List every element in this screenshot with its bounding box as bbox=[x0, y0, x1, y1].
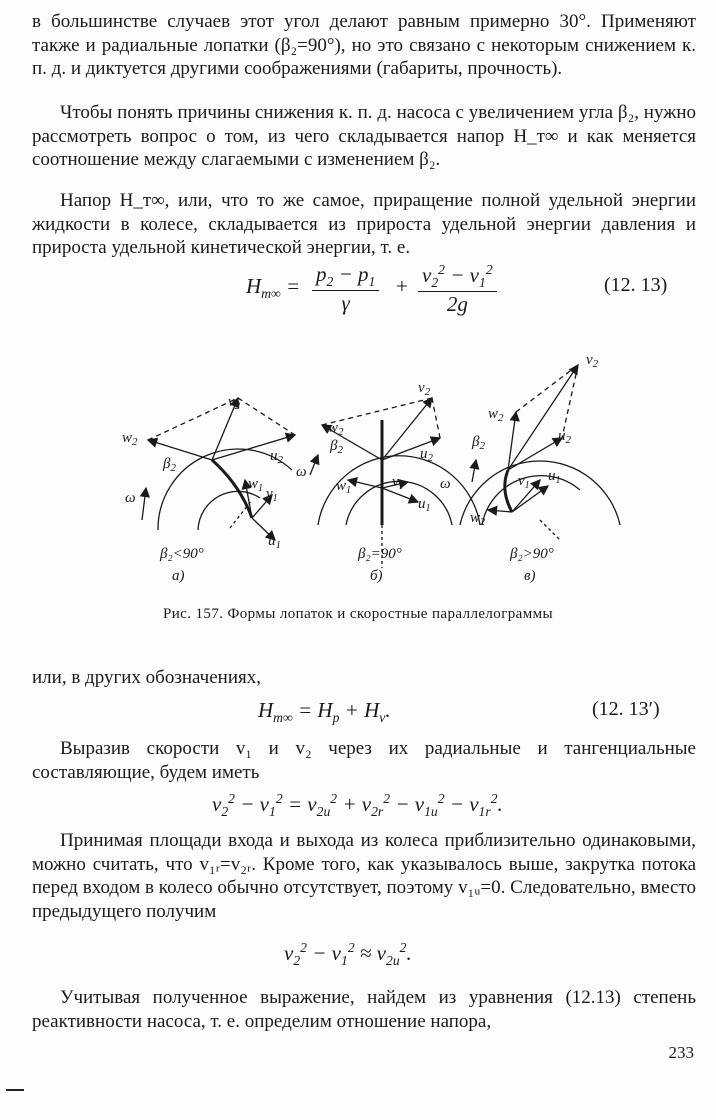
svg-text:v2: $v_2$ bbox=[418, 380, 431, 398]
svg-text:w2: $w_2$ bbox=[122, 430, 138, 448]
svg-text:β2: $\beta_2$ bbox=[163, 456, 176, 474]
svg-text:u1: $u_1$ bbox=[548, 468, 561, 486]
panel-a-condition: β₂<90° bbox=[160, 546, 204, 562]
fraction-pressure: $\frac{p_2 - p_1}{\gamma}$ bbox=[312, 262, 379, 316]
svg-text:β2: $\beta_2$ bbox=[472, 434, 485, 452]
paragraph-5: Выразив скорости v₁ и v₂ через их радиальные и тангенциальные составляющие, будем иметь bbox=[32, 738, 696, 783]
panel-c-diagram bbox=[460, 365, 620, 540]
svg-text:v1: $v_1$ bbox=[392, 474, 404, 492]
svg-text:w1: $w_1$ bbox=[336, 478, 352, 496]
svg-text:u2: $u_2$ bbox=[558, 428, 571, 446]
svg-text:β2: $\beta_2$ bbox=[330, 438, 343, 456]
svg-text:ω: ω bbox=[125, 490, 136, 506]
svg-text:v1: $v_1$ bbox=[518, 473, 530, 491]
figure-157-velocity-parallelograms bbox=[100, 340, 640, 590]
paragraph-4: или, в других обозначениях, bbox=[32, 667, 261, 688]
svg-text:u2: $u_2$ bbox=[420, 446, 433, 464]
book-page: в большинстве случаев этот угол делают равным примерно 30°. Применяют также и радиальные лопатки (β₂=90°), но это связано с некоторым снижением к. п. д. и диктуется другими соображениями (габариты, прочность). Чтобы понять причины снижения к. п. д. насоса с увеличением угла β₂, нужно рассмотреть вопрос о том, из чего складывается напор H_т∞ и как меняется соотношение между слагаемыми с изменением β₂. Напор H_т∞, или, что то же самое, приращение полной удельной энергии жидкости в колесе, складывается из прироста удельной энергии давления и прироста удельной кинетической энергии, т. е. $H_{т\infty}$ = $\frac{p_2 - p_1}{\gamma}$ + $\frac{v_2^2 - v_1^2}{2g}$ (12. 13) $v_2$ $w_2$ $\beta_2$ $u_2$ $w_1$ $v_1$ $u_1$ ω ω $v_2$ $w_2$ $\beta_2$ $u_2$ $w_1$ $v_1$ $u_1$ ω $v_2$ $w_2$ $\beta_2$ $u_2$ $v_1$ $u_1$ $w_2$ β₂<90° а) β₂=90° б) β₂>90° в) Рис. 157. Формы лопаток и скоростные параллелограммы или, в других обозначениях, $H_{т\infty} = H_p + H_v$. (12. 13′) Выразив скорости v₁ и v₂ через их радиальные и тангенциальные составляющие, будем иметь $v_2^2 - v_1^2 = v_{2u}^2 + v_{2r}^2 - v_{1u}^2 - v_{1r}^2$. Принимая площади входа и выхода из колеса приблизительно одинаковыми, можно считать, что v₁ᵣ=v₂ᵣ. Кроме того, как указывалось выше, закрутка потока перед входом в колесо обычно отсутствует, поэтому v₁ᵤ=0. Следовательно, вместо предыдущего получим $v_2^2 - v_1^2 \approx v_{2u}^2$. Учитывая полученное выражение, найдем из уравнения (12.13) степень реактивности насоса, т. е. определим отношение напора, 233 bbox=[0, 0, 716, 1120]
svg-text:v1: $v_1$ bbox=[266, 486, 278, 504]
margin-dash bbox=[6, 1089, 24, 1091]
equation-number-12-13: (12. 13) bbox=[604, 274, 668, 296]
svg-text:w2: $w_2$ bbox=[488, 406, 504, 424]
equation-number-12-13-prime: (12. 13′) bbox=[592, 698, 660, 720]
svg-text:v2: $v_2$ bbox=[586, 352, 599, 370]
panel-c-condition: β₂>90° bbox=[510, 546, 554, 562]
paragraph-1: в большинстве случаев этот угол делают равным примерно 30°. Применяют также и радиальные лопатки (β₂=90°), но это связано с некоторым снижением к. п. д. и диктуется другими соображениями (габариты, прочность). bbox=[32, 11, 696, 79]
svg-text:ω: ω bbox=[440, 476, 451, 492]
svg-text:w1: $w_1$ bbox=[248, 476, 264, 494]
figure-caption: Рис. 157. Формы лопаток и скоростные параллелограммы bbox=[163, 606, 553, 622]
paragraph-2: Чтобы понять причины снижения к. п. д. насоса с увеличением угла β₂, нужно рассмотреть вопрос о том, из чего складывается напор H_т∞ и как меняется соотношение между слагаемыми с изменением β₂. bbox=[32, 102, 696, 170]
panel-b-label: б) bbox=[370, 568, 383, 584]
svg-text:ω: ω bbox=[296, 464, 307, 480]
paragraph-6: Принимая площади входа и выхода из колеса приблизительно одинаковыми, можно считать, что v₁ᵣ=v₂ᵣ. Кроме того, как указывалось выше, закрутка потока перед входом в колесо обычно отсутствует, поэтому v₁ᵤ=0. Следовательно, вместо предыдущего получим bbox=[32, 830, 696, 922]
fraction-kinetic: $\frac{v_2^2 - v_1^2}{2g}$ bbox=[418, 262, 497, 317]
svg-text:v2: $v_2$ bbox=[228, 394, 241, 412]
svg-text:w2: $w_2$ bbox=[470, 510, 486, 528]
paragraph-3: Напор H_т∞, или, что то же самое, приращение полной удельной энергии жидкости в колесе, складывается из прироста удельной энергии давления и прироста удельной кинетической энергии, т. е. bbox=[32, 190, 696, 258]
panel-c-label: в) bbox=[524, 568, 536, 584]
svg-text:w2: $w_2$ bbox=[328, 420, 344, 438]
svg-text:u1: $u_1$ bbox=[268, 533, 281, 551]
panel-a-label: а) bbox=[172, 568, 185, 584]
svg-text:u2: $u_2$ bbox=[270, 448, 283, 466]
svg-text:u1: $u_1$ bbox=[418, 496, 431, 514]
paragraph-7: Учитывая полученное выражение, найдем из уравнения (12.13) степень реактивности насоса, т. е. определим отношение напора, bbox=[32, 987, 696, 1032]
page-number: 233 bbox=[668, 1043, 694, 1062]
panel-b-condition: β₂=90° bbox=[358, 546, 402, 562]
